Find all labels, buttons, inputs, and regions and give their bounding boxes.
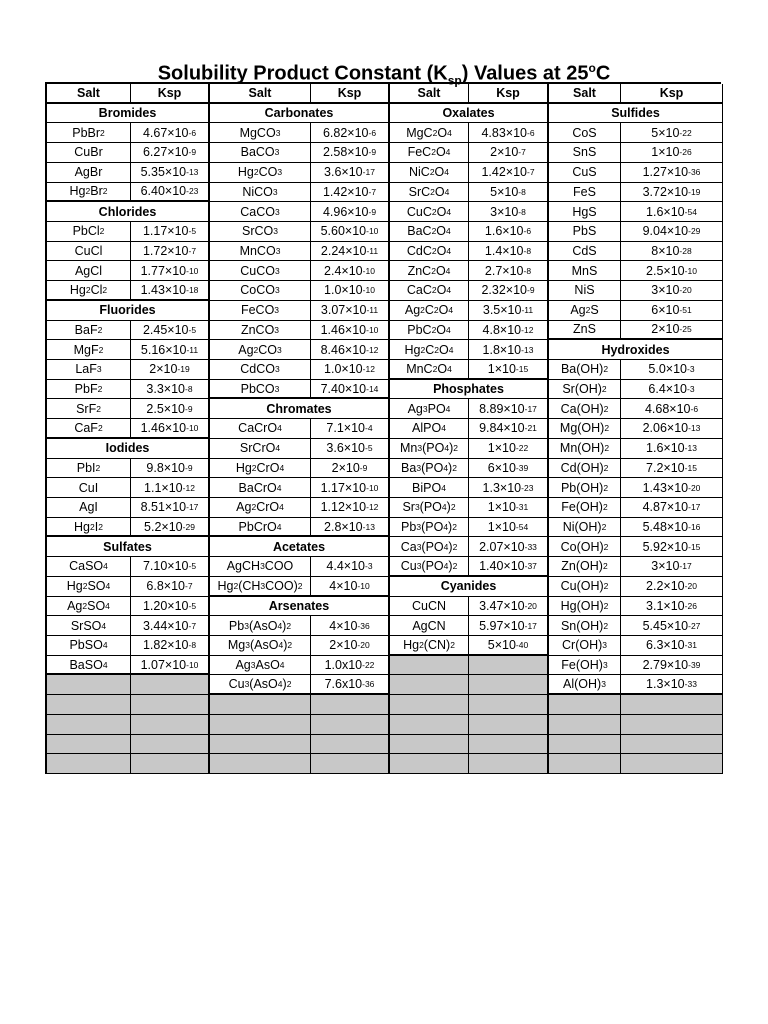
ksp-cell: 3.47×10 -20	[469, 597, 549, 617]
salt-cell: Ba 3 (PO 4 ) 2	[390, 459, 469, 479]
ksp-cell: 1×10 -15	[469, 360, 549, 380]
salt-cell: PbCrO 4	[210, 518, 311, 538]
section-header: Sulfides	[549, 104, 723, 124]
ksp-cell: 1×10 -26	[621, 143, 723, 163]
salt-cell: Ag 2 S	[549, 301, 621, 321]
salt-cell: SrCrO 4	[210, 439, 311, 459]
ksp-cell: 4.8×10 -12	[469, 321, 549, 341]
filler-cell	[469, 735, 549, 755]
salt-cell: Hg 2 I 2	[47, 518, 131, 538]
salt-cell: Mn 3 (PO 4 ) 2	[390, 439, 469, 459]
salt-cell: Sr 3 (PO 4 ) 2	[390, 498, 469, 518]
ksp-cell: 5.60×10 -10	[311, 222, 390, 242]
ksp-cell: 8.46×10 -12	[311, 340, 390, 360]
filler-cell	[621, 735, 723, 755]
filler-cell	[621, 695, 723, 715]
filler-cell	[47, 675, 131, 695]
salt-cell: SrCO 3	[210, 222, 311, 242]
filler-cell	[549, 735, 621, 755]
salt-cell: PbCO 3	[210, 380, 311, 400]
salt-cell: MnS	[549, 261, 621, 281]
section-header: Chromates	[210, 399, 390, 419]
salt-cell: CoS	[549, 123, 621, 143]
salt-cell: CuCO 3	[210, 261, 311, 281]
ksp-cell: 6×10 -51	[621, 301, 723, 321]
ksp-cell: 8×10 -28	[621, 242, 723, 262]
salt-cell: AgCl	[47, 261, 131, 281]
salt-cell: Fe(OH) 3	[549, 656, 621, 676]
salt-cell: Pb 3 (AsO 4 ) 2	[210, 616, 311, 636]
salt-cell: CaC 2 O 4	[390, 281, 469, 301]
ksp-cell: 3.72×10 -19	[621, 183, 723, 203]
salt-cell: Mn(OH) 2	[549, 439, 621, 459]
salt-cell: CuI	[47, 478, 131, 498]
salt-cell: CaF 2	[47, 419, 131, 439]
salt-cell: Hg 2 (CN) 2	[390, 636, 469, 656]
salt-cell: CuS	[549, 163, 621, 183]
salt-cell: BiPO 4	[390, 478, 469, 498]
ksp-cell: 2.8×10 -13	[311, 518, 390, 538]
section-header: Acetates	[210, 537, 390, 557]
ksp-cell: 1.07×10 -10	[131, 656, 210, 676]
salt-cell: AgI	[47, 498, 131, 518]
ksp-cell: 1.46×10 -10	[311, 321, 390, 341]
ksp-cell: 4.83×10 -6	[469, 123, 549, 143]
salt-cell: AgCH 3 COO	[210, 557, 311, 577]
salt-cell: CaCrO 4	[210, 419, 311, 439]
salt-cell: Al(OH) 3	[549, 675, 621, 695]
filler-cell	[210, 735, 311, 755]
ksp-cell: 2.79×10 -39	[621, 656, 723, 676]
salt-cell: HgS	[549, 202, 621, 222]
ksp-cell: 9.8×10 -9	[131, 459, 210, 479]
header-salt: Salt	[390, 84, 469, 104]
salt-cell: Cu 3 (AsO 4 ) 2	[210, 675, 311, 695]
ksp-cell: 4×10 -36	[311, 616, 390, 636]
ksp-cell: 9.84×10 -21	[469, 419, 549, 439]
salt-cell: MgC 2 O 4	[390, 123, 469, 143]
page-title: Solubility Product Constant $(K_{sp})$ Values at 25$^o$C	[157, 61, 611, 88]
filler-cell	[311, 715, 390, 735]
salt-cell: Fe(OH) 2	[549, 498, 621, 518]
ksp-cell: 1.72×10 -7	[131, 242, 210, 262]
salt-cell: Hg 2 (CH 3 COO) 2	[210, 577, 311, 597]
ksp-cell: 9.04×10 -29	[621, 222, 723, 242]
ksp-cell: 1.0×10 -12	[311, 360, 390, 380]
salt-cell: BaCO 3	[210, 143, 311, 163]
ksp-cell: 6.82×10 -6	[311, 123, 390, 143]
ksp-cell: 1.77×10 -10	[131, 261, 210, 281]
header-salt: Salt	[47, 84, 131, 104]
salt-cell: NiS	[549, 281, 621, 301]
ksp-cell: 2×10 -20	[311, 636, 390, 656]
ksp-cell: 2.06×10 -13	[621, 419, 723, 439]
salt-cell: Zn(OH) 2	[549, 557, 621, 577]
ksp-cell: 3×10 -17	[621, 557, 723, 577]
ksp-cell: 5.0×10 -3	[621, 360, 723, 380]
ksp-cell: 1.3×10 -23	[469, 478, 549, 498]
section-header: Iodides	[47, 439, 210, 459]
salt-cell: Ag 2 SO 4	[47, 597, 131, 617]
header-salt: Salt	[549, 84, 621, 104]
ksp-cell: 5.48×10 -16	[621, 518, 723, 538]
salt-cell: Pb 3 (PO 4 ) 2	[390, 518, 469, 538]
ksp-cell: 4.96×10 -9	[311, 202, 390, 222]
filler-cell	[131, 695, 210, 715]
section-header: Hydroxides	[549, 340, 723, 360]
salt-cell: Ca 3 (PO 4 ) 2	[390, 537, 469, 557]
ksp-cell: 2.2×10 -20	[621, 577, 723, 597]
salt-cell: CdC 2 O 4	[390, 242, 469, 262]
ksp-cell: 2.07×10 -33	[469, 537, 549, 557]
ksp-cell: 1.43×10 -20	[621, 478, 723, 498]
salt-cell: FeS	[549, 183, 621, 203]
salt-cell: Hg 2 Br 2	[47, 183, 131, 203]
ksp-cell: 1.42×10 -7	[311, 183, 390, 203]
filler-cell	[469, 656, 549, 676]
ksp-cell: 3×10 -8	[469, 202, 549, 222]
section-header: Arsenates	[210, 597, 390, 617]
ksp-cell: 5×10 -22	[621, 123, 723, 143]
filler-cell	[131, 754, 210, 774]
salt-cell: FeC 2 O 4	[390, 143, 469, 163]
filler-cell	[390, 735, 469, 755]
salt-cell: PbS	[549, 222, 621, 242]
ksp-cell: 1.1×10 -12	[131, 478, 210, 498]
salt-cell: MgCO 3	[210, 123, 311, 143]
salt-cell: BaF 2	[47, 321, 131, 341]
header-ksp: K sp	[131, 84, 210, 104]
ksp-cell: 5.35×10 -13	[131, 163, 210, 183]
filler-cell	[469, 754, 549, 774]
ksp-cell: 5.97×10 -17	[469, 616, 549, 636]
header-ksp: K sp	[621, 84, 723, 104]
salt-cell: CaSO 4	[47, 557, 131, 577]
salt-cell: NiC 2 O 4	[390, 163, 469, 183]
salt-cell: CdCO 3	[210, 360, 311, 380]
ksp-cell: 1.46×10 -10	[131, 419, 210, 439]
ksp-cell: 2×10 -19	[131, 360, 210, 380]
ksp-cell: 1.40×10 -37	[469, 557, 549, 577]
filler-cell	[47, 715, 131, 735]
salt-cell: Ag 3 PO 4	[390, 399, 469, 419]
salt-cell: LaF 3	[47, 360, 131, 380]
salt-cell: PbCl 2	[47, 222, 131, 242]
filler-cell	[469, 695, 549, 715]
ksp-cell: 2.7×10 -8	[469, 261, 549, 281]
ksp-cell: 6.27×10 -9	[131, 143, 210, 163]
ksp-cell: 3×10 -20	[621, 281, 723, 301]
ksp-cell: 3.07×10 -11	[311, 301, 390, 321]
salt-cell: NiCO 3	[210, 183, 311, 203]
salt-cell: Ag 3 AsO 4	[210, 656, 311, 676]
salt-cell: Cr(OH) 3	[549, 636, 621, 656]
ksp-cell: 2.24×10 -11	[311, 242, 390, 262]
header-ksp: K sp	[311, 84, 390, 104]
filler-cell	[549, 715, 621, 735]
salt-cell: Ca(OH) 2	[549, 399, 621, 419]
filler-cell	[621, 754, 723, 774]
section-header: Phosphates	[390, 380, 549, 400]
filler-cell	[621, 715, 723, 735]
ksp-cell: 1.43×10 -18	[131, 281, 210, 301]
salt-cell: BaSO 4	[47, 656, 131, 676]
ksp-cell: 6.4×10 -3	[621, 380, 723, 400]
salt-cell: BaCrO 4	[210, 478, 311, 498]
ksp-cell: 2.5×10 -10	[621, 261, 723, 281]
salt-cell: Ba(OH) 2	[549, 360, 621, 380]
salt-cell: AgCN	[390, 616, 469, 636]
section-header: Fluorides	[47, 301, 210, 321]
salt-cell: MnC 2 O 4	[390, 360, 469, 380]
salt-cell: CaCO 3	[210, 202, 311, 222]
ksp-cell: 2×10 -25	[621, 321, 723, 341]
ksp-cell: 1.17×10 -5	[131, 222, 210, 242]
ksp-cell: 7.6x10 -36	[311, 675, 390, 695]
ksp-cell: 5.45×10 -27	[621, 616, 723, 636]
salt-cell: AgBr	[47, 163, 131, 183]
header-salt: Salt	[210, 84, 311, 104]
salt-cell: Mg(OH) 2	[549, 419, 621, 439]
ksp-cell: 7.2×10 -15	[621, 459, 723, 479]
ksp-cell: 7.10×10 -5	[131, 557, 210, 577]
filler-cell	[390, 695, 469, 715]
filler-cell	[47, 754, 131, 774]
ksp-table	[45, 82, 721, 774]
salt-cell: ZnC 2 O 4	[390, 261, 469, 281]
ksp-cell: 4.4×10 -3	[311, 557, 390, 577]
ksp-cell: 8.51×10 -17	[131, 498, 210, 518]
ksp-cell: 3.1×10 -26	[621, 597, 723, 617]
salt-cell: PbI 2	[47, 459, 131, 479]
ksp-cell: 2.32×10 -9	[469, 281, 549, 301]
ksp-cell: 4.68×10 -6	[621, 399, 723, 419]
ksp-cell: 1×10 -54	[469, 518, 549, 538]
salt-cell: Co(OH) 2	[549, 537, 621, 557]
salt-cell: Hg 2 C 2 O 4	[390, 340, 469, 360]
salt-cell: BaC 2 O 4	[390, 222, 469, 242]
salt-cell: Hg 2 Cl 2	[47, 281, 131, 301]
salt-cell: CoCO 3	[210, 281, 311, 301]
section-header: Oxalates	[390, 104, 549, 124]
salt-cell: SrF 2	[47, 399, 131, 419]
salt-cell: Sr(OH) 2	[549, 380, 621, 400]
ksp-cell: 4×10 -10	[311, 577, 390, 597]
ksp-cell: 1×10 -31	[469, 498, 549, 518]
filler-cell	[311, 695, 390, 715]
ksp-cell: 5×10 -40	[469, 636, 549, 656]
ksp-cell: 1.0x10 -22	[311, 656, 390, 676]
salt-cell: CuBr	[47, 143, 131, 163]
filler-cell	[47, 695, 131, 715]
salt-cell: Ni(OH) 2	[549, 518, 621, 538]
salt-cell: CuC 2 O 4	[390, 202, 469, 222]
ksp-cell: 1.42×10 -7	[469, 163, 549, 183]
ksp-cell: 1.20×10 -5	[131, 597, 210, 617]
filler-cell	[47, 735, 131, 755]
section-header: Chlorides	[47, 202, 210, 222]
filler-cell	[390, 675, 469, 695]
filler-cell	[131, 715, 210, 735]
salt-cell: Cu 3 (PO 4 ) 2	[390, 557, 469, 577]
ksp-cell: 1.6×10 -6	[469, 222, 549, 242]
salt-cell: Hg 2 CO 3	[210, 163, 311, 183]
filler-cell	[311, 754, 390, 774]
ksp-cell: 3.5×10 -11	[469, 301, 549, 321]
ksp-cell: 1.27×10 -36	[621, 163, 723, 183]
ksp-cell: 1.6×10 -54	[621, 202, 723, 222]
ksp-cell: 5.16×10 -11	[131, 340, 210, 360]
ksp-cell: 1.0×10 -10	[311, 281, 390, 301]
ksp-cell: 5×10 -8	[469, 183, 549, 203]
section-header: Cyanides	[390, 577, 549, 597]
salt-cell: CuCl	[47, 242, 131, 262]
salt-cell: Pb(OH) 2	[549, 478, 621, 498]
section-header: Carbonates	[210, 104, 390, 124]
filler-cell	[210, 754, 311, 774]
salt-cell: Sn(OH) 2	[549, 616, 621, 636]
ksp-cell: 1.12×10 -12	[311, 498, 390, 518]
filler-cell	[131, 675, 210, 695]
ksp-cell: 4.67×10 -6	[131, 123, 210, 143]
ksp-cell: 3.6×10 -5	[311, 439, 390, 459]
filler-cell	[390, 754, 469, 774]
salt-cell: Hg(OH) 2	[549, 597, 621, 617]
salt-cell: PbSO 4	[47, 636, 131, 656]
salt-cell: PbF 2	[47, 380, 131, 400]
ksp-cell: 1.3×10 -33	[621, 675, 723, 695]
ksp-cell: 3.3×10 -8	[131, 380, 210, 400]
salt-cell: SnS	[549, 143, 621, 163]
salt-cell: Ag 2 CO 3	[210, 340, 311, 360]
ksp-cell: 5.2×10 -29	[131, 518, 210, 538]
salt-cell: SrC 2 O 4	[390, 183, 469, 203]
ksp-cell: 1.82×10 -8	[131, 636, 210, 656]
salt-cell: FeCO 3	[210, 301, 311, 321]
ksp-cell: 2.5×10 -9	[131, 399, 210, 419]
filler-cell	[131, 735, 210, 755]
filler-cell	[210, 715, 311, 735]
ksp-cell: 4.87×10 -17	[621, 498, 723, 518]
ksp-cell: 6×10 -39	[469, 459, 549, 479]
filler-cell	[390, 656, 469, 676]
ksp-cell: 1×10 -22	[469, 439, 549, 459]
section-header: Bromides	[47, 104, 210, 124]
ksp-cell: 1.8×10 -13	[469, 340, 549, 360]
ksp-cell: 7.1×10 -4	[311, 419, 390, 439]
ksp-cell: 6.40×10 -23	[131, 183, 210, 203]
section-header: Sulfates	[47, 537, 210, 557]
salt-cell: Cu(OH) 2	[549, 577, 621, 597]
ksp-cell: 6.8×10 -7	[131, 577, 210, 597]
ksp-cell: 2.45×10 -5	[131, 321, 210, 341]
salt-cell: Hg 2 SO 4	[47, 577, 131, 597]
salt-cell: MnCO 3	[210, 242, 311, 262]
ksp-cell: 2.58×10 -9	[311, 143, 390, 163]
header-ksp: K sp	[469, 84, 549, 104]
ksp-cell: 3.44×10 -7	[131, 616, 210, 636]
filler-cell	[469, 675, 549, 695]
ksp-cell: 6.3×10 -31	[621, 636, 723, 656]
ksp-cell: 1.4×10 -8	[469, 242, 549, 262]
salt-cell: PbC 2 O 4	[390, 321, 469, 341]
filler-cell	[469, 715, 549, 735]
filler-cell	[549, 754, 621, 774]
salt-cell: Hg 2 CrO 4	[210, 459, 311, 479]
ksp-cell: 2.4×10 -10	[311, 261, 390, 281]
ksp-cell: 2×10 -7	[469, 143, 549, 163]
salt-cell: ZnS	[549, 321, 621, 341]
salt-cell: Ag 2 C 2 O 4	[390, 301, 469, 321]
salt-cell: CuCN	[390, 597, 469, 617]
salt-cell: ZnCO 3	[210, 321, 311, 341]
ksp-cell: 8.89×10 -17	[469, 399, 549, 419]
salt-cell: PbBr 2	[47, 123, 131, 143]
filler-cell	[390, 715, 469, 735]
ksp-cell: 2×10 -9	[311, 459, 390, 479]
salt-cell: AlPO 4	[390, 419, 469, 439]
ksp-cell: 5.92×10 -15	[621, 537, 723, 557]
filler-cell	[311, 735, 390, 755]
ksp-cell: 3.6×10 -17	[311, 163, 390, 183]
ksp-cell: 1.17×10 -10	[311, 478, 390, 498]
filler-cell	[549, 695, 621, 715]
filler-cell	[210, 695, 311, 715]
salt-cell: Cd(OH) 2	[549, 459, 621, 479]
salt-cell: Ag 2 CrO 4	[210, 498, 311, 518]
salt-cell: SrSO 4	[47, 616, 131, 636]
salt-cell: MgF 2	[47, 340, 131, 360]
ksp-cell: 7.40×10 -14	[311, 380, 390, 400]
salt-cell: Mg 3 (AsO 4 ) 2	[210, 636, 311, 656]
salt-cell: CdS	[549, 242, 621, 262]
ksp-cell: 1.6×10 -13	[621, 439, 723, 459]
